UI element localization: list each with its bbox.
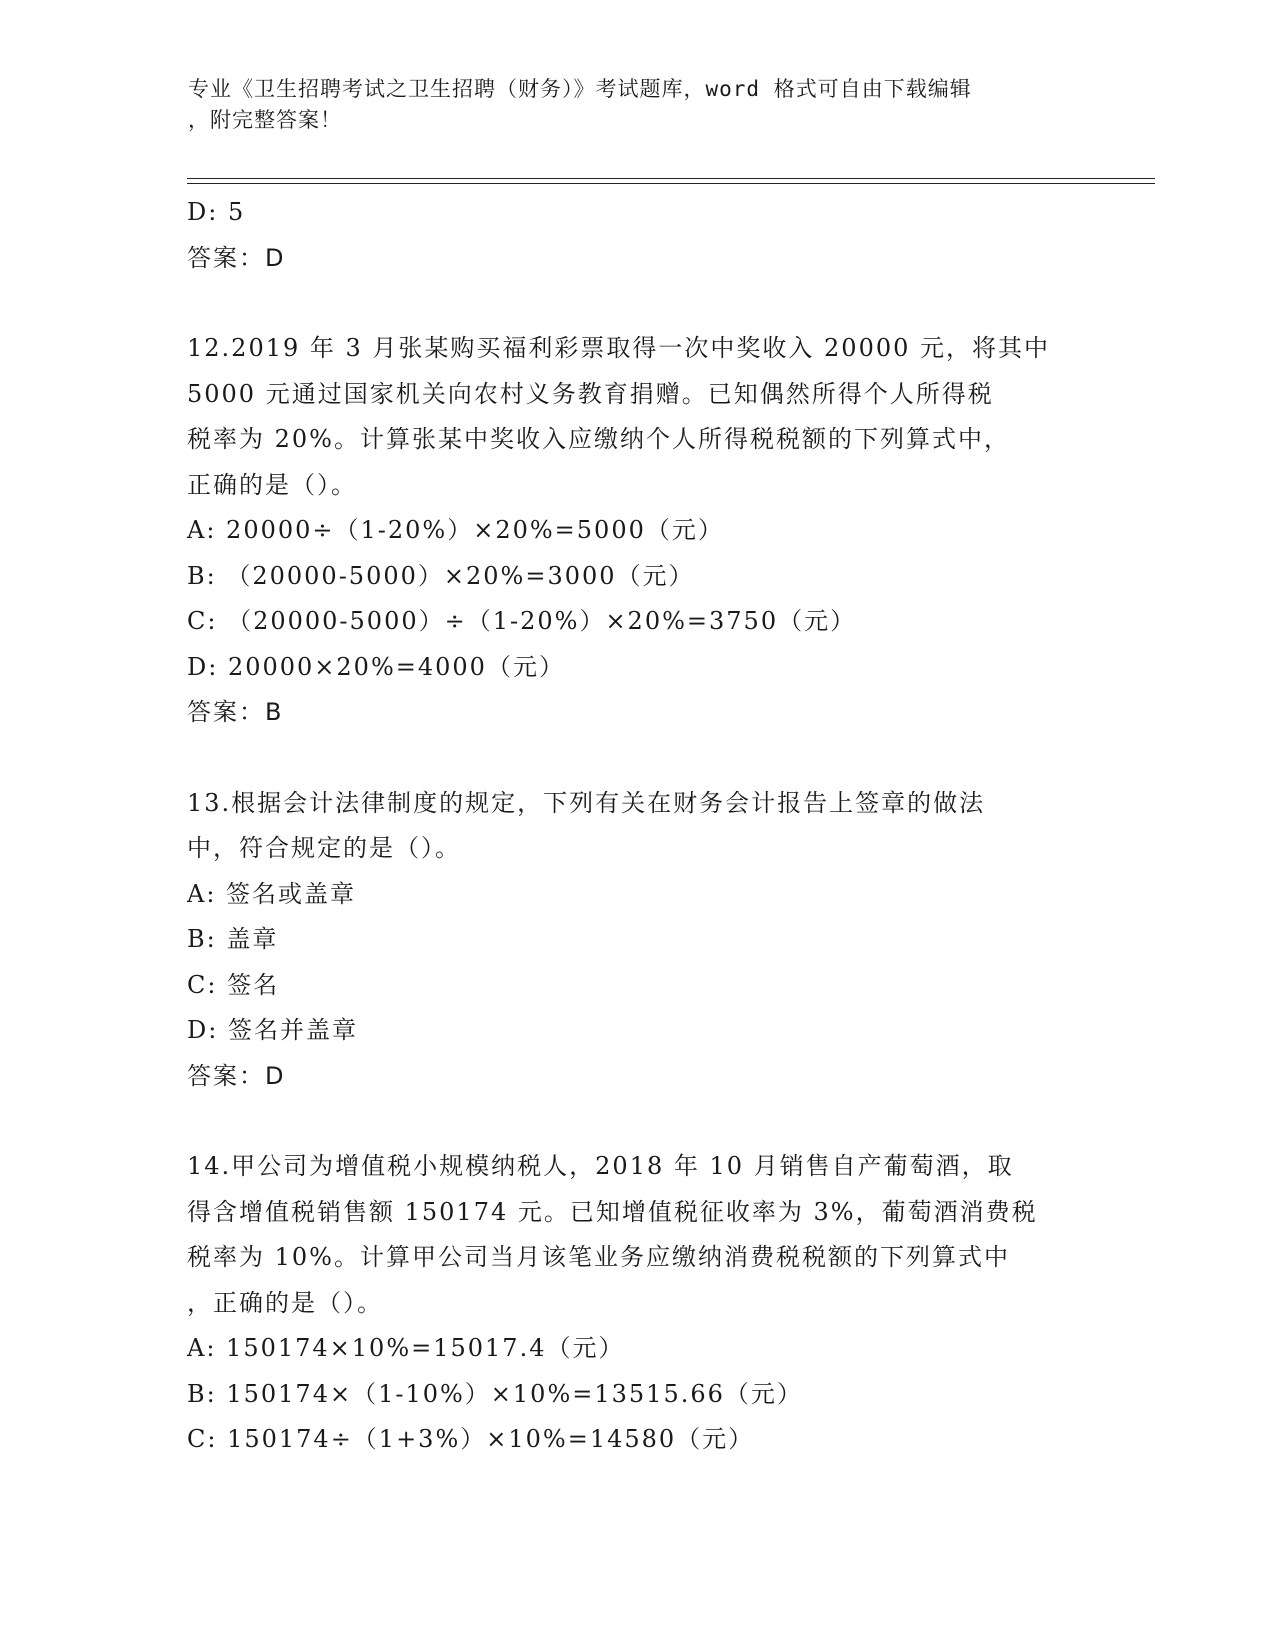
q13-answer: 答案：D [187, 1061, 286, 1090]
document-header [188, 74, 1088, 136]
q12-option-b: B: （20000-5000）×20%=3000（元） [187, 561, 695, 590]
spacer [187, 1099, 1087, 1144]
q12-stem-line-2: 5000 元通过国家机关向农村义务教育捐赠。已知偶然所得个人所得税 [187, 379, 994, 408]
q12-option-a: A: 20000÷（1-20%）×20%=5000（元） [187, 516, 724, 544]
q12-option-c: C: （20000-5000）÷（1-20%）×20%=3750（元） [187, 607, 857, 635]
question-12 [187, 326, 1087, 736]
q12-option-d: D: 20000×20%=4000（元） [187, 652, 565, 681]
q13-option-d: D: 签名并盖章 [187, 1016, 358, 1044]
prev-answer: 答案：D [187, 243, 286, 272]
q12-answer: 答案：B [187, 698, 284, 726]
q14-stem-line-4: ，正确的是（）。 [187, 1288, 383, 1317]
spacer [187, 281, 1087, 326]
q14-option-a: A: 150174×10%=15017.4（元） [187, 1334, 625, 1362]
q14-stem-line-1: 14.甲公司为增值税小规模纳税人，2018 年 10 月销售自产葡萄酒，取 [187, 1152, 1014, 1180]
q13-stem-line-2: 中，符合规定的是（）。 [187, 834, 461, 862]
q13-stem-line-1: 13.根据会计法律制度的规定，下列有关在财务会计报告上签章的做法 [187, 788, 986, 817]
q14-stem-line-2: 得含增值税销售额 150174 元。已知增值税征收率为 3%，葡萄酒消费税 [187, 1197, 1038, 1226]
spacer [187, 736, 1087, 781]
q14-stem-line-3: 税率为 10%。计算甲公司当月该笔业务应缴纳消费税税额的下列算式中 [187, 1243, 1010, 1271]
q14-option-b: B: 150174×（1-10%）×10%=13515.66（元） [187, 1379, 803, 1408]
q12-stem-line-1: 12.2019 年 3 月张某购买福利彩票取得一次中奖收入 20000 元，将其中 [187, 334, 1051, 362]
header-line-2: ，附完整答案！ [188, 108, 342, 132]
q12-stem-line-3: 税率为 20%。计算张某中奖收入应缴纳个人所得税税额的下列算式中， [187, 425, 1010, 453]
question-14 [187, 1144, 1087, 1463]
q12-stem-line-4: 正确的是（）。 [187, 470, 357, 499]
q14-option-c: C: 150174÷（1+3%）×10%=14580（元） [187, 1425, 755, 1453]
q13-option-b: B: 盖章 [187, 925, 279, 953]
question-13 [187, 781, 1087, 1100]
q13-option-c: C: 签名 [187, 970, 280, 999]
prev-option-d: D: 5 [187, 198, 246, 226]
header-rule [187, 178, 1155, 184]
document-body [187, 190, 1087, 1463]
q13-option-a: A: 签名或盖章 [187, 879, 357, 908]
header-line-1: 专业《卫生招聘考试之卫生招聘（财务）》考试题库，word 格式可自由下载编辑 [188, 77, 972, 101]
